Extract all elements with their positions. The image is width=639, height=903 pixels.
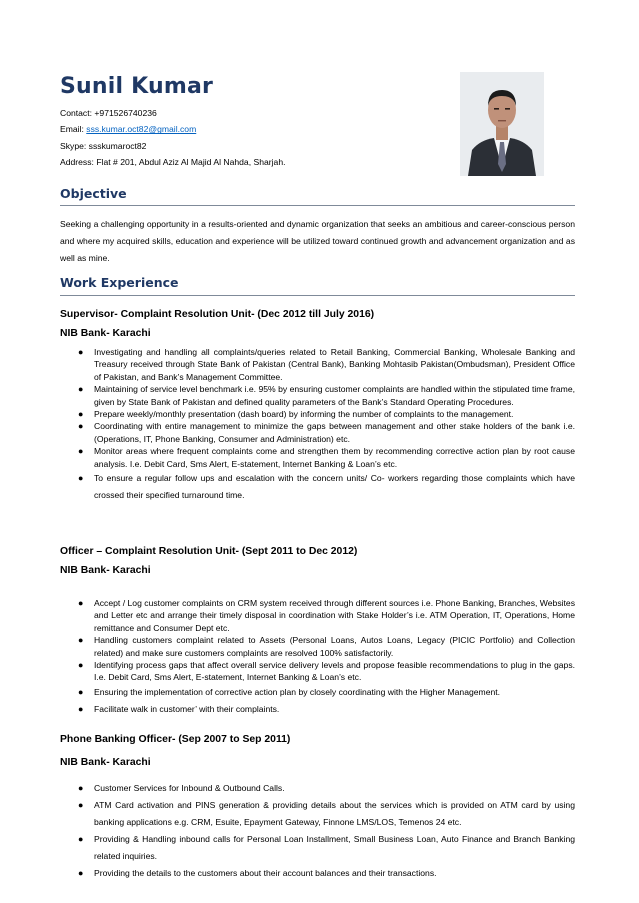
bullet-icon: ● xyxy=(78,384,84,395)
company-name: NIB Bank- Karachi xyxy=(60,565,151,576)
bullet-icon: ● xyxy=(78,800,84,810)
address-label: Address: xyxy=(60,156,97,167)
bullet-icon: ● xyxy=(78,473,84,484)
bullet-icon: ● xyxy=(78,868,84,878)
list-item xyxy=(78,383,575,408)
bullet-icon: ● xyxy=(78,421,84,432)
bullet-text: ATM Card activation and PINS generation & providing details about the services which is provided on ATM card by using banking applications e.g. CRM, Esuite, Epayment Gateway, Finnone LMS/LOS, Temenos 24 etc. xyxy=(94,800,575,827)
job-title: Supervisor- Complaint Resolution Unit- (Dec 2012 till July 2016) xyxy=(60,309,375,320)
bullet-text: Handling customers complaint related to Assets (Personal Loans, Autos Loans, Legacy (PICIC Portfolio) and Collection related) and make sure customers complaints are resolved 100% satisfactorily. xyxy=(94,635,575,658)
company-name: NIB Bank- Karachi xyxy=(60,757,151,768)
address-value: Flat # 201, Abdul Aziz Al Majid Al Nahda, Sharjah. xyxy=(96,156,286,167)
email-line xyxy=(60,121,286,137)
work-experience-heading: Work Experience xyxy=(60,275,179,290)
bullet-text: Customer Services for Inbound & Outbound Calls. xyxy=(94,783,285,793)
bullet-text: Providing & Handling inbound calls for Personal Loan Installment, Small Business Loan, Auto Finance and Branch Banking related inquiries. xyxy=(94,834,575,861)
address-line xyxy=(60,154,286,170)
contact-label: Contact: xyxy=(60,108,95,118)
bullet-icon: ● xyxy=(78,635,84,646)
contact-line xyxy=(60,105,286,121)
bullet-text: To ensure a regular follow ups and escalation with the concern units/ Co- workers regarding those complaints which have crossed their specified turnaround time. xyxy=(94,473,575,501)
list-item xyxy=(78,701,575,718)
job-duties-list xyxy=(78,597,575,718)
list-item xyxy=(78,408,575,420)
list-item xyxy=(78,865,575,882)
list-item xyxy=(78,634,575,659)
list-item xyxy=(78,797,575,831)
bullet-icon: ● xyxy=(78,660,84,671)
list-item xyxy=(78,470,575,504)
contact-block xyxy=(60,105,286,170)
bullet-text: Accept / Log customer complaints on CRM system received through different sources i.e. Phone Banking, Branches, Websites and Letter etc and arrange their timely disposal in coordination with Stake Holder’s i.e. ATM Operation, IT, Operations, Home remittance and Consumer Dept etc. xyxy=(94,598,575,633)
job-title: Officer – Complaint Resolution Unit- (Sept 2011 to Dec 2012) xyxy=(60,546,358,557)
bullet-text: Maintaining of service level benchmark i.e. 95% by ensuring customer complaints are handled within the stipulated time frame, given by State Bank of Pakistan and defined quality parameters of the Bank’s Standard Operating Procedures. xyxy=(94,384,575,407)
bullet-icon: ● xyxy=(78,703,84,714)
objective-text: Seeking a challenging opportunity in a results-oriented and dynamic organization that seeks an ambitious and career-conscious person and where my acquired skills, education and experience will be utilized toward continued growth and advancement organization and as well as mine. xyxy=(60,219,575,263)
list-item xyxy=(78,684,575,701)
bullet-text: Coordinating with entire management to minimize the gaps between management and other stake holders of the bank i.e. (Operations, IT, Phone Banking, Consumer and Administration) etc. xyxy=(94,421,575,444)
skype-line xyxy=(60,138,286,154)
bullet-icon: ● xyxy=(78,834,84,844)
email-label: Email: xyxy=(60,124,87,135)
job-title: Phone Banking Officer- (Sep 2007 to Sep 2011) xyxy=(60,734,291,745)
bullet-icon: ● xyxy=(78,686,84,697)
objective-heading: Objective xyxy=(60,186,127,201)
bullet-text: Facilitate walk in customer’ with their complaints. xyxy=(94,703,280,714)
bullet-icon: ● xyxy=(78,783,84,793)
candidate-name: Sunil Kumar xyxy=(60,74,214,99)
section-divider xyxy=(60,205,575,206)
profile-photo xyxy=(460,72,544,176)
bullet-text: Monitor areas where frequent complaints come and strengthen them by recommending corrective action plan by root cause analysis. I.e. Debit Card, Sms Alert, E-statement, Internet Banking & Loan’s etc. xyxy=(94,446,575,469)
bullet-icon: ● xyxy=(78,598,84,608)
list-item xyxy=(78,780,575,797)
job-duties-list xyxy=(78,346,575,504)
bullet-text: Investigating and handling all complaints/queries related to Retail Banking, Commercial Banking, Wholesale Banking and Treasury received through State Bank of Pakistan (Central Bank), Banking Mohtasib Pakistan(Ombudsman), President Office of Pakistan, and Bank’s Management Committee. xyxy=(94,347,575,382)
bullet-icon: ● xyxy=(78,347,84,357)
list-item xyxy=(78,659,575,684)
bullet-text: Ensuring the implementation of corrective action plan by closely coordinating with the Higher Management. xyxy=(94,686,501,697)
email-link[interactable]: sss.kumar.oct82@gmail.com xyxy=(86,124,197,135)
section-divider xyxy=(60,295,575,296)
list-item xyxy=(78,346,575,383)
contact-value: +971526740236 xyxy=(94,108,157,118)
list-item xyxy=(78,597,575,634)
list-item xyxy=(78,831,575,865)
bullet-text: Prepare weekly/monthly presentation (dash board) by informing the number of complaints to the management. xyxy=(94,409,514,420)
bullet-text: Identifying process gaps that affect overall service delivery levels and propose feasible recommendations to plug in the gaps. I.e. Debit Card, Sms Alert, E-statement, Internet Banking & Loan’s etc. xyxy=(94,660,575,683)
bullet-icon: ● xyxy=(78,409,84,420)
company-name: NIB Bank- Karachi xyxy=(60,328,151,339)
bullet-text: Providing the details to the customers about their account balances and their transactions. xyxy=(94,868,437,878)
list-item xyxy=(78,420,575,445)
skype-label: Skype: xyxy=(60,140,89,151)
skype-value: ssskumaroct82 xyxy=(88,140,147,151)
job-duties-list xyxy=(78,780,575,882)
list-item xyxy=(78,445,575,470)
bullet-icon: ● xyxy=(78,446,84,457)
